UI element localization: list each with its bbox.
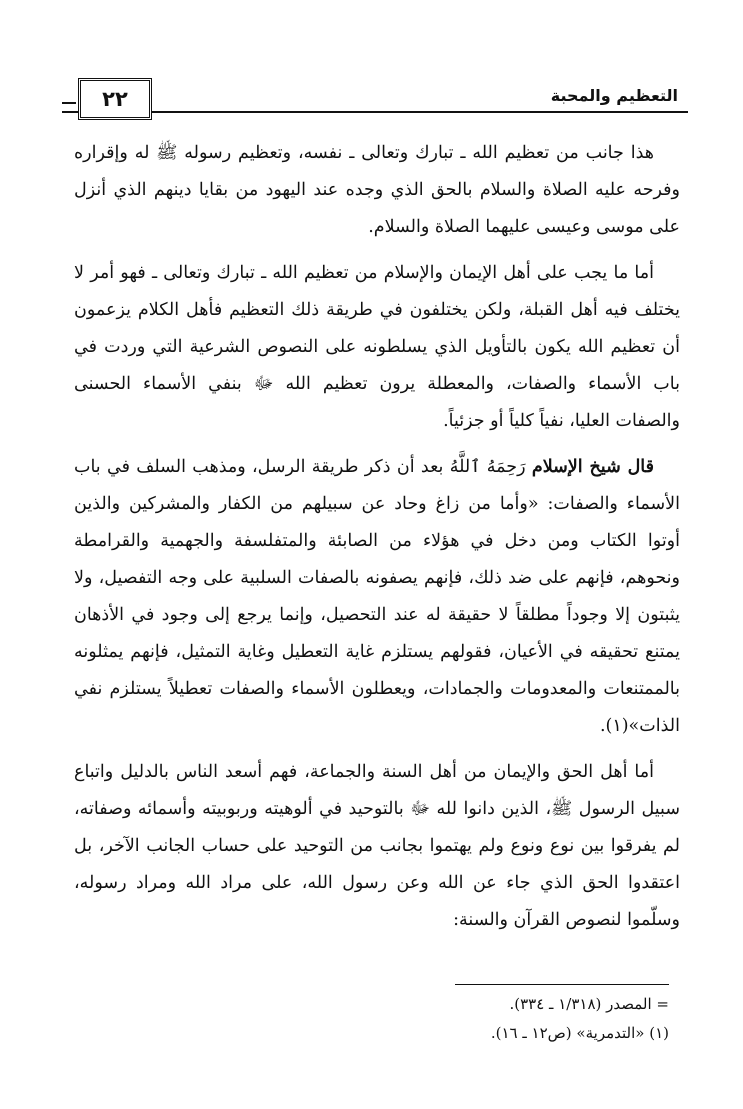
running-title: التعظيم والمحبة [550,86,678,105]
footnote-continuation: = المصدر (١/٣١٨ ـ ٣٣٤). [509,995,669,1013]
body-text [74,135,680,948]
page-number: ٢٢ [78,78,152,120]
paragraph-2: أما ما يجب على أهل الإيمان والإسلام من تعظيم الله ـ تبارك وتعالى ـ فهو أمر لا يختلف فيه أهل القبلة، ولكن يختلفون في طريقة ذلك التعظيم فأهل الكلام يزعمون أن تعظيم الله يكون بالتأويل الذي يسلطونه على النصوص الشرعية التي وردت في باب الأسماء والصفات، والمعطلة يرون تعظيم الله ﷻ بنفي الأسماء الحسنى والصفات العليا، نفياً كلياً أو جزئياً. [74,263,680,431]
page-number-tick [62,102,76,104]
paragraph-3 [74,449,680,745]
footnote-rule [455,984,669,985]
footnotes [63,990,669,1048]
quote-body: رَحِمَهُ ٱللَّهُ بعد أن ذكر طريقة الرسل، ومذهب السلف في باب الأسماء والصفات: «وأما من زاغ وحاد عن سبيلهم من الكفار والمشركين والذين أوتوا الكتاب ومن دخل في هؤلاء من الصابئة والمتفلسفة والجهمية والقرامطة ونحوهم، فإنهم على ضد ذلك، فإنهم يصفونه بالصفات السلبية على وجه التفصيل، ولا يثبتون إلا وجوداً مطلقاً لا حقيقة له عند التحصيل، وإنما يرجع إلى وجود في الأذهان يمتنع تحقيقه في الأعيان، فقولهم يستلزم غاية التعطيل وغاية التمثيل، فإنهم يمثلونه بالممتنعات والمعدومات والجمادات، ويعطلون الأسماء والصفات تعطيلاً يستلزم نفي الذات»(١). [74,457,680,736]
paragraph-4: أما أهل الحق والإيمان من أهل السنة والجماعة، فهم أسعد الناس بالدليل واتباع سبيل الرسول ﷺ، الذين دانوا لله ﷻ بالتوحيد في ألوهيته وربوبيته وأسمائه وصفاته، لم يفرقوا بين نوع ونوع ولم يهتموا بجانب من التوحيد على حساب الجانب الآخر، بل اعتقدوا الحق الذي جاء عن الله وعن رسول الله، على مراد الله ومراد رسوله، وسلّموا لنصوص القرآن والسنة: [74,762,680,930]
page-header [62,78,688,120]
paragraph-1: هذا جانب من تعظيم الله ـ تبارك وتعالى ـ نفسه، وتعظيم رسوله ﷺ له وإقراره وفرحه عليه الصلاة والسلام بالحق الذي وجده عند اليهود من بقايا دينهم الذي أنزل على موسى وعيسى عليهما الصلاة والسلام. [74,143,680,237]
header-rule [62,111,688,113]
quote-lead: قال شيخ الإسلام [531,457,654,477]
footnote-1: (١) «التدمرية» (ص١٢ ـ ١٦). [490,1024,669,1042]
